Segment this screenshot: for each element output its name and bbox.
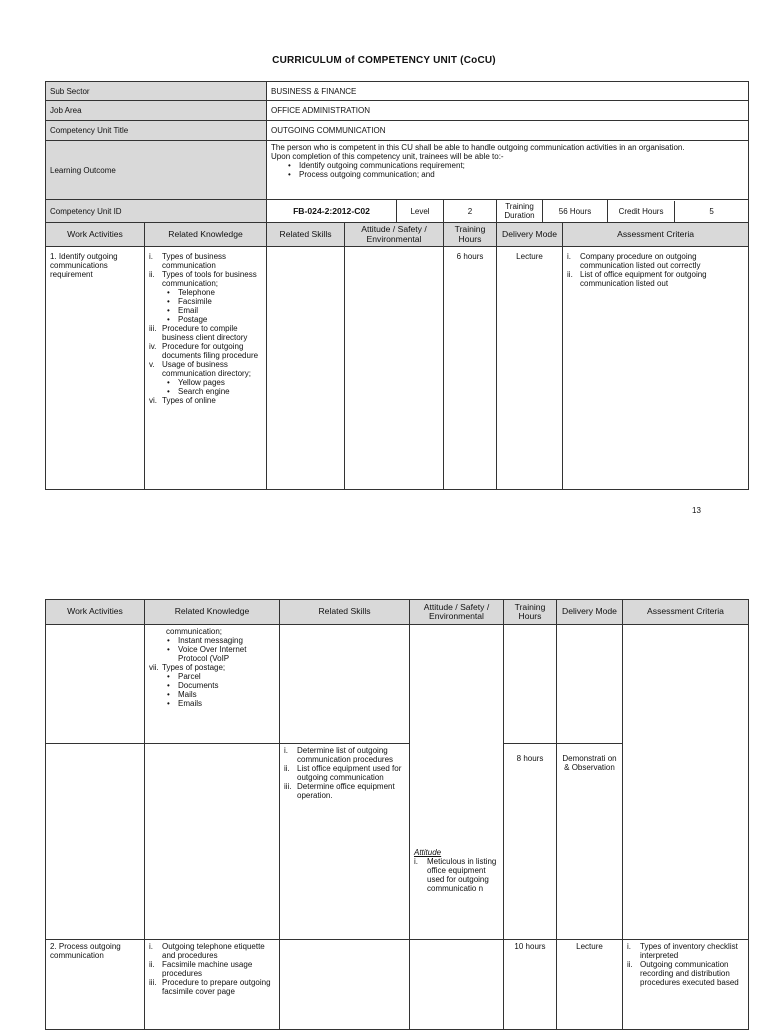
table-row: [46, 247, 749, 490]
bullet-item: • Postage: [162, 315, 262, 324]
list-item: Outgoing telephone etiquette and procedures: [162, 942, 265, 960]
credit-hours-value: 5: [709, 206, 714, 216]
bullet-item: • Search engine: [162, 387, 262, 396]
page-title: CURRICULUM of COMPETENCY UNIT (CoCU): [272, 55, 496, 66]
cu-title-label: Competency Unit Title: [46, 121, 267, 141]
list-item: Outgoing communication recording and distribution procedures executed based: [640, 960, 739, 987]
related-knowledge: [145, 940, 280, 1030]
header-related-knowledge: Related Knowledge: [145, 600, 280, 625]
list-number: iii.: [149, 324, 157, 333]
list-item: Procedure for outgoing documents filing procedure: [162, 342, 259, 360]
training-hours: [504, 625, 557, 744]
list-item: Types of business communication: [162, 252, 227, 270]
credit-hours-label: Credit Hours: [608, 201, 675, 222]
lo-bullets: [271, 161, 744, 179]
delivery-mode: [557, 625, 623, 744]
list-number: i.: [149, 252, 153, 261]
learning-outcome: [267, 141, 749, 200]
list-number: i.: [567, 252, 572, 261]
list-number: ii.: [567, 270, 573, 279]
header-work-activities: Work Activities: [46, 223, 145, 247]
header-training-hours: Training Hours: [444, 223, 497, 247]
header-training-hours: Training Hours: [504, 600, 557, 625]
bullet-item: • Instant messaging: [162, 636, 275, 645]
cu-id-value: FB-024-2:2012-C02: [267, 200, 397, 223]
list-item: Types of postage;: [162, 663, 226, 672]
training-hours: 10 hours: [504, 940, 557, 1030]
learning-outcome-label: Learning Outcome: [46, 141, 267, 200]
level-label: Level: [397, 200, 444, 223]
list-item: Determine list of outgoing communication procedures: [297, 746, 394, 764]
lo-bullet: • Process outgoing communication; and: [271, 170, 744, 179]
header-assessment-criteria: Assessment Criteria: [623, 600, 749, 625]
work-activity: [46, 744, 145, 940]
table-row: [46, 940, 749, 1030]
list-item: Types of online: [162, 396, 216, 405]
work-activity: [46, 625, 145, 744]
list-number: vi.: [149, 396, 157, 405]
assessment-criteria: [623, 940, 749, 1030]
list-item: Determine office equipment operation.: [297, 782, 395, 800]
list-number: vii.: [149, 663, 159, 672]
training-duration-value: 56 Hours: [543, 200, 608, 223]
delivery-mode: Demonstrati on & Observation: [557, 744, 623, 940]
related-knowledge: [145, 744, 280, 940]
sub-sector-value: BUSINESS & FINANCE: [267, 82, 749, 101]
list-number: v.: [149, 360, 155, 369]
attitude-cell: [410, 625, 504, 940]
list-item: Company procedure on outgoing communication listed out correctly: [580, 252, 701, 270]
attitude-heading: Attitude: [414, 848, 442, 857]
delivery-mode: Lecture: [557, 940, 623, 1030]
training-hours: 8 hours: [504, 744, 557, 940]
cocu-table-continued: [45, 599, 749, 1030]
list-number: ii.: [284, 764, 290, 773]
header-delivery-mode: Delivery Mode: [497, 223, 563, 247]
related-skills: [267, 247, 345, 490]
training-hours: 6 hours: [444, 247, 497, 490]
list-number: ii.: [149, 960, 155, 969]
related-skills: [280, 744, 410, 940]
bullet-item: • Mails: [162, 690, 275, 699]
cu-id-label: Competency Unit ID: [46, 200, 267, 223]
list-number: i.: [284, 746, 288, 755]
header-related-skills: Related Skills: [280, 600, 410, 625]
job-area-value: OFFICE ADMINISTRATION: [267, 101, 749, 121]
work-activity: 1. Identify outgoing communications requirement: [46, 247, 145, 490]
attitude-cell: [410, 940, 504, 1030]
training-duration-label: Training Duration: [497, 200, 543, 223]
job-area-label: Job Area: [46, 101, 267, 121]
cu-title-value: OUTGOING COMMUNICATION: [267, 121, 749, 141]
delivery-mode: Lecture: [497, 247, 563, 490]
level-value: 2: [444, 200, 497, 223]
bullet-item: • Yellow pages: [162, 378, 262, 387]
table-row: [46, 625, 749, 744]
header-attitude: Attitude / Safety / Environmental: [410, 600, 504, 625]
list-number: i.: [149, 942, 153, 951]
header-delivery-mode: Delivery Mode: [557, 600, 623, 625]
credit-hours-cell: [608, 200, 749, 223]
bullet-item: • Facsimile: [162, 297, 262, 306]
bullet-item: • Documents: [162, 681, 275, 690]
list-item: Procedure to compile business client directory: [162, 324, 248, 342]
bullet-item: • Emails: [162, 699, 275, 708]
work-activity: 2. Process outgoing communication: [46, 940, 145, 1030]
header-work-activities: Work Activities: [46, 600, 145, 625]
list-item: Procedure to prepare outgoing facsimile cover page: [162, 978, 271, 996]
list-item: Usage of business communication directory;: [162, 360, 251, 378]
list-number: i.: [627, 942, 631, 951]
lo-bullet: • Identify outgoing communications requirement;: [271, 161, 744, 170]
lo-line: Upon completion of this competency unit, trainees will be able to:-: [271, 152, 504, 161]
bullet-item: • Email: [162, 306, 262, 315]
related-skills: [280, 940, 410, 1030]
list-number: i.: [414, 857, 418, 866]
list-number: ii.: [627, 960, 633, 969]
lo-line: The person who is competent in this CU shall be able to handle outgoing communication activities in an organisation.: [271, 143, 685, 152]
page-number: 13: [692, 506, 701, 515]
header-related-knowledge: Related Knowledge: [145, 223, 267, 247]
related-knowledge: [145, 247, 267, 490]
list-item: communication;: [166, 627, 223, 636]
header-attitude: Attitude / Safety / Environmental: [345, 223, 444, 247]
list-number: iii.: [284, 782, 292, 791]
list-item: List of office equipment for outgoing communication listed out: [580, 270, 707, 288]
list-number: iv.: [149, 342, 157, 351]
bullet-item: • Telephone: [162, 288, 262, 297]
list-item: Meticulous in listing office equipment used for outgoing communicatio n: [427, 857, 497, 893]
related-knowledge: [145, 625, 280, 744]
bullet-item: • Parcel: [162, 672, 275, 681]
list-item: List office equipment used for outgoing communication: [297, 764, 402, 782]
assessment-criteria: [623, 625, 749, 940]
list-item: Types of tools for business communication;: [162, 270, 257, 288]
list-number: ii.: [149, 270, 155, 279]
list-item: Facsimile machine usage procedures: [162, 960, 253, 978]
header-assessment-criteria: Assessment Criteria: [563, 223, 749, 247]
assessment-criteria: [563, 247, 749, 490]
related-skills: [280, 625, 410, 744]
sub-sector-label: Sub Sector: [46, 82, 267, 101]
list-number: iii.: [149, 978, 157, 987]
cocu-table: [45, 81, 749, 490]
list-item: Types of inventory checklist interpreted: [640, 942, 738, 960]
bullet-item: • Voice Over Internet Protocol (VoIP: [162, 645, 275, 663]
attitude-cell: [345, 247, 444, 490]
header-related-skills: Related Skills: [267, 223, 345, 247]
